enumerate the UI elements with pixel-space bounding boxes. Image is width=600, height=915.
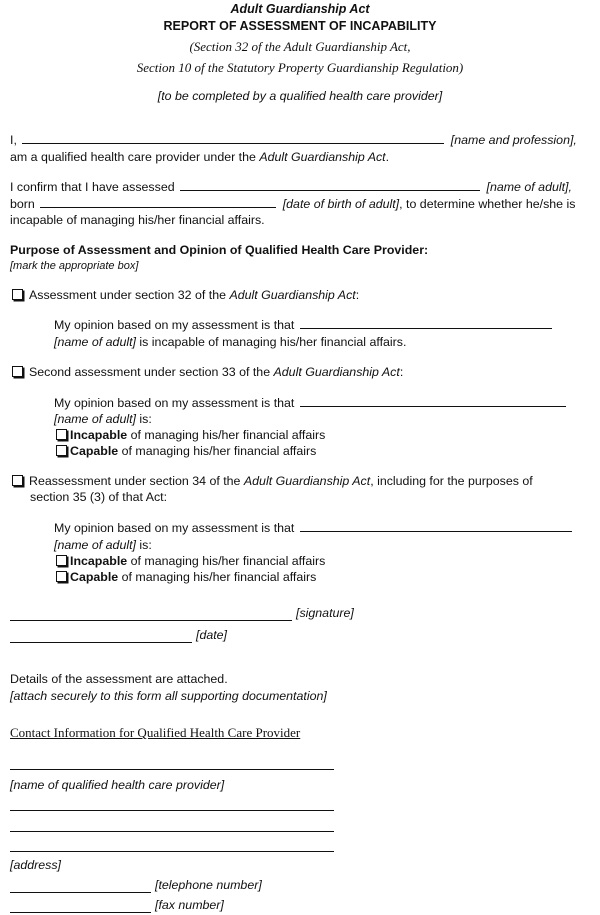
fax-hint: [fax number] — [155, 898, 224, 912]
citation-line-1: (Section 32 of the Adult Guardianship Act, — [189, 39, 411, 54]
adult-name-field[interactable] — [180, 189, 480, 191]
section-34-checkbox[interactable] — [12, 475, 23, 486]
provider-name-hint: [name of qualified health care provider] — [10, 778, 225, 792]
intro-prefix: I, — [10, 133, 17, 147]
assessed-adult-row: I confirm that I have assessed [name of adult], — [10, 180, 572, 194]
birth-date-hint: [date of birth of adult] — [282, 197, 400, 211]
option-section-34: Reassessment under section 34 of the Adult Guardianship Act, including for the purposes of — [12, 474, 533, 488]
section-33-opinion-row: My opinion based on my assessment is that — [54, 396, 569, 410]
section-33-incapable-choice: Incapable of managing his/her financial affairs — [56, 428, 325, 442]
section-33-incapable-checkbox[interactable] — [56, 429, 67, 440]
section-33-opinion-tail: [name of adult] is: — [54, 412, 152, 426]
contact-heading: Contact Information for Qualified Health Care Provider — [10, 725, 301, 740]
birth-date-field[interactable] — [40, 206, 276, 208]
option-section-33: Second assessment under section 33 of the Adult Guardianship Act: — [12, 365, 403, 379]
section-34-incapable-checkbox[interactable] — [56, 555, 67, 566]
provider-name-field[interactable] — [10, 769, 334, 770]
name-profession-hint: [name and profession], — [450, 133, 577, 147]
section-34-label-line-2: section 35 (3) of that Act: — [30, 490, 168, 504]
act-title: Adult Guardianship Act — [230, 2, 370, 16]
incapable-statement: incapable of managing his/her financial affairs. — [10, 213, 265, 227]
section-33-checkbox[interactable] — [12, 366, 23, 377]
signature-hint: [signature] — [296, 606, 354, 620]
telephone-field[interactable] — [10, 892, 151, 893]
completion-instruction: [to be completed by a qualified health care provider] — [157, 89, 443, 103]
date-hint: [date] — [196, 628, 228, 642]
adult-name-hint: [name of adult], — [486, 180, 572, 194]
name-profession-field[interactable] — [22, 142, 444, 144]
section-32-opinion-row: My opinion based on my assessment is that — [54, 318, 555, 332]
provider-name-row — [10, 133, 577, 147]
date-field[interactable] — [10, 642, 192, 643]
telephone-hint: [telephone number] — [155, 878, 262, 892]
report-title: REPORT OF ASSESSMENT OF INCAPABILITY — [163, 19, 437, 33]
address-line-1-field[interactable] — [10, 810, 334, 811]
citation-line-2: Section 10 of the Statutory Property Guardianship Regulation) — [136, 60, 464, 75]
section-34-opinion-row: My opinion based on my assessment is that — [54, 521, 575, 535]
section-34-adult-name-field[interactable] — [300, 530, 572, 532]
qualification-statement: am a qualified health care provider under the Adult Guardianship Act. — [10, 150, 390, 164]
address-line-3-field[interactable] — [10, 851, 334, 852]
section-34-incapable-choice: Incapable of managing his/her financial affairs — [56, 554, 325, 568]
address-line-2-field[interactable] — [10, 831, 334, 832]
attachments-statement: Details of the assessment are attached. — [10, 672, 228, 686]
purpose-instruction: [mark the appropriate box] — [10, 260, 139, 272]
section-32-adult-name-field[interactable] — [300, 327, 552, 329]
section-32-opinion-tail: [name of adult] is incapable of managing his/her financial affairs. — [54, 335, 407, 349]
section-34-capable-choice: Capable of managing his/her financial affairs — [56, 570, 316, 584]
attachments-instruction: [attach securely to this form all supporting documentation] — [10, 689, 327, 703]
fax-field[interactable] — [10, 912, 151, 913]
section-33-adult-name-field[interactable] — [300, 405, 566, 407]
section-34-capable-checkbox[interactable] — [56, 571, 67, 582]
section-32-checkbox[interactable] — [12, 289, 23, 300]
section-34-opinion-tail: [name of adult] is: — [54, 538, 152, 552]
purpose-heading: Purpose of Assessment and Opinion of Qualified Health Care Provider: — [10, 243, 429, 257]
signature-field[interactable] — [10, 620, 292, 621]
address-hint: [address] — [10, 858, 61, 872]
section-33-capable-checkbox[interactable] — [56, 445, 67, 456]
option-section-32: Assessment under section 32 of the Adult Guardianship Act: — [12, 288, 359, 302]
birth-date-row: born [date of birth of adult], to determine whether he/she is — [10, 197, 576, 211]
section-33-capable-choice: Capable of managing his/her financial affairs — [56, 444, 316, 458]
